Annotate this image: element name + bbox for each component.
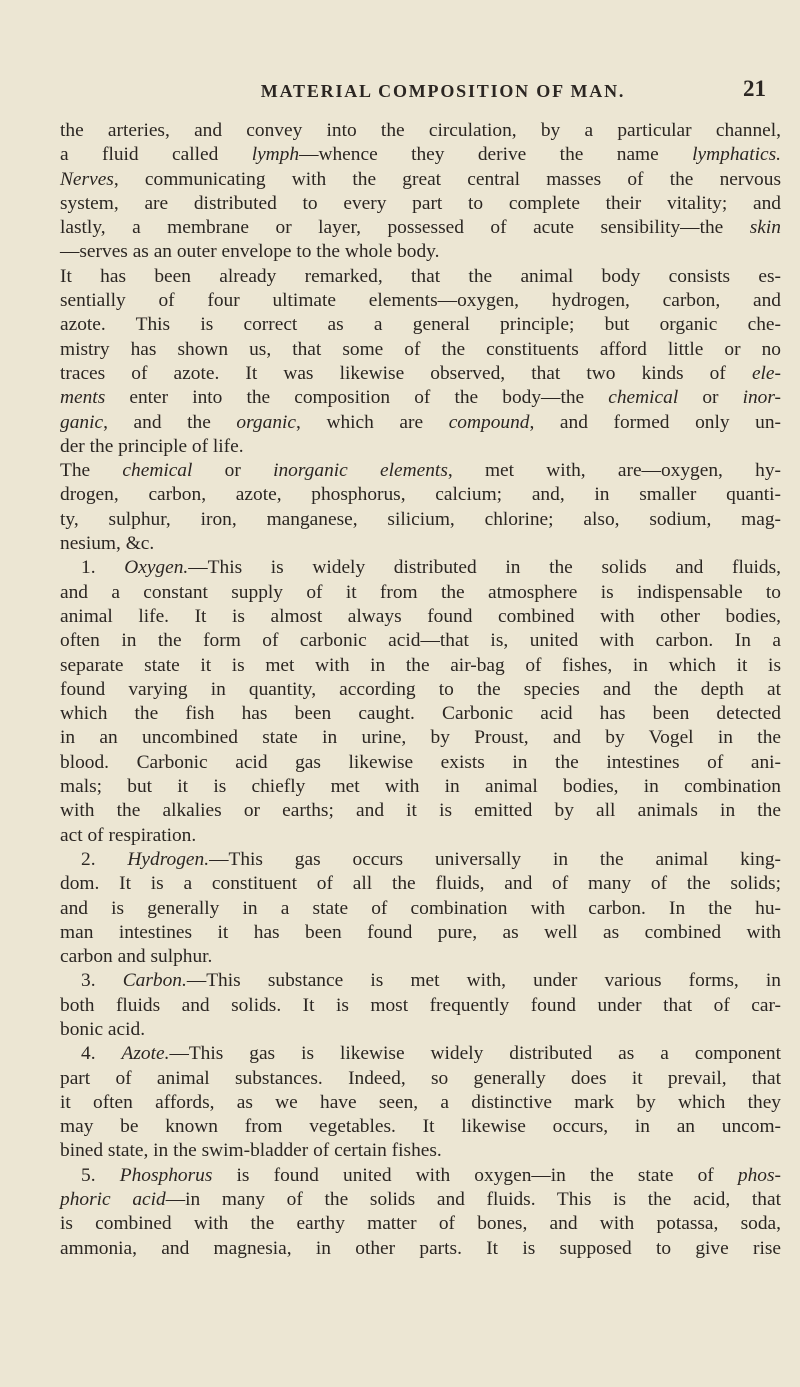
text-line: Nerves, communicating with the great central masses of the nervous: [60, 168, 781, 190]
text-line: and is generally in a state of combination with carbon. In the hu-: [60, 897, 781, 919]
text-line: is combined with the earthy matter of bones, and with potassa, soda,: [60, 1213, 781, 1235]
text-line: ments enter into the composition of the body—the chemical or inor-: [60, 387, 781, 409]
text-line: man intestines it has been found pure, as well as combined with: [60, 921, 781, 943]
text-line: carbon and sulphur.: [60, 946, 213, 968]
text-line: 5. Phosphorus is found united with oxygen—in the state of phos-: [81, 1164, 781, 1186]
text-line: nesium, &c.: [60, 533, 155, 555]
text-line: it often affords, as we have seen, a distinctive mark by which they: [60, 1091, 781, 1113]
text-line: and a constant supply of it from the atmosphere is indispensable to: [60, 581, 781, 603]
text-line: azote. This is correct as a general principle; but organic che-: [60, 314, 781, 336]
text-line: bonic acid.: [60, 1018, 146, 1040]
body-text: [60, 119, 781, 1261]
text-line: The chemical or inorganic elements, met with, are—oxygen, hy-: [60, 460, 781, 482]
text-line: dom. It is a constituent of all the fluids, and of many of the solids;: [60, 873, 781, 895]
text-line: found varying in quantity, according to the species and the depth at: [60, 678, 781, 700]
page-header: [120, 76, 766, 106]
text-line: It has been already remarked, that the animal body consists es-: [60, 265, 781, 287]
text-line: mistry has shown us, that some of the constituents afford little or no: [60, 338, 781, 360]
text-line: 1. Oxygen.—This is widely distributed in the solids and fluids,: [81, 557, 782, 579]
text-line: may be known from vegetables. It likewise occurs, in an uncom-: [60, 1116, 781, 1138]
text-line: a fluid called lymph—whence they derive the name lymphatics.: [60, 144, 781, 166]
text-line: separate state it is met with in the air-bag of fishes, in which it is: [60, 654, 781, 676]
text-line: ammonia, and magnesia, in other parts. It is supposed to give rise: [60, 1237, 781, 1259]
running-title: MATERIAL COMPOSITION OF MAN.: [260, 80, 626, 101]
text-line: which the fish has been caught. Carbonic acid has been detected: [60, 703, 781, 725]
text-line: —serves as an outer envelope to the whole body.: [60, 241, 440, 263]
text-line: system, are distributed to every part to complete their vitality; and: [60, 192, 781, 214]
text-line: part of animal substances. Indeed, so generally does it prevail, that: [60, 1067, 781, 1089]
text-line: drogen, carbon, azote, phosphorus, calcium; and, in smaller quanti-: [60, 484, 781, 506]
text-line: lastly, a membrane or layer, possessed of acute sensibility—the skin: [60, 217, 781, 239]
text-line: der the principle of life.: [60, 435, 244, 457]
text-line: both fluids and solids. It is most frequently found under that of car-: [60, 994, 781, 1016]
text-line: 2. Hydrogen.—This gas occurs universally in the animal king-: [81, 848, 781, 870]
text-line: animal life. It is almost always found combined with other bodies,: [60, 605, 781, 627]
page-number: 21: [743, 76, 766, 101]
text-line: blood. Carbonic acid gas likewise exists in the intestines of ani-: [60, 751, 781, 773]
text-line: ty, sulphur, iron, manganese, silicium, chlorine; also, sodium, mag-: [60, 508, 781, 530]
text-line: mals; but it is chiefly met with in animal bodies, in combination: [60, 776, 781, 798]
text-line: ganic, and the organic, which are compound, and formed only un-: [60, 411, 781, 433]
text-line: with the alkalies or earths; and it is emitted by all animals in the: [60, 800, 781, 822]
text-line: act of respiration.: [60, 824, 197, 846]
text-line: the arteries, and convey into the circulation, by a particular channel,: [60, 120, 781, 141]
text-line: in an uncombined state in urine, by Proust, and by Vogel in the: [60, 727, 781, 749]
text-line: traces of azote. It was likewise observed, that two kinds of ele-: [60, 362, 781, 384]
text-line: 3. Carbon.—This substance is met with, under various forms, in: [81, 970, 782, 992]
text-line: sentially of four ultimate elements—oxygen, hydrogen, carbon, and: [60, 290, 781, 312]
text-line: 4. Azote.—This gas is likewise widely distributed as a component: [81, 1043, 781, 1065]
text-line: phoric acid—in many of the solids and fluids. This is the acid, that: [60, 1189, 781, 1211]
text-line: bined state, in the swim-bladder of certain fishes.: [60, 1140, 442, 1162]
text-line: often in the form of carbonic acid—that is, united with carbon. In a: [60, 630, 781, 652]
